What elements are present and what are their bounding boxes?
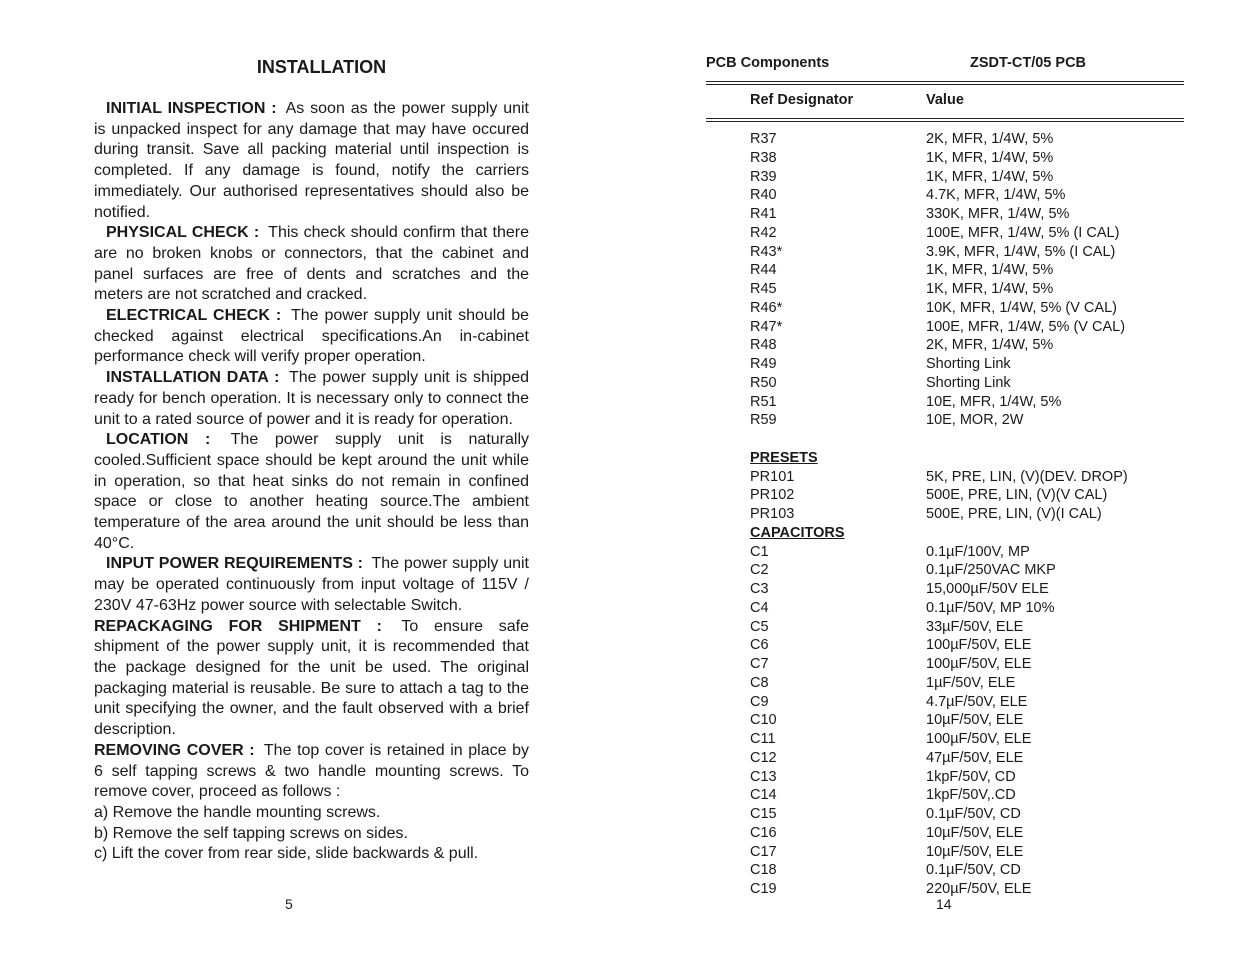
component-value: 10E, MFR, 1/4W, 5% xyxy=(926,393,1062,410)
section-paragraph xyxy=(94,741,529,803)
section-text: This check should confirm that there are no broken knobs or connectors, that the cabinet and panel surfaces are free of dents and scratches and the meters are not scratched and cracked. xyxy=(94,224,529,304)
ref-designator: C19 xyxy=(750,881,777,897)
component-value: 500E, PRE, LIN, (V)(I CAL) xyxy=(926,506,1102,522)
removal-steps xyxy=(94,803,529,865)
ref-designator: C8 xyxy=(750,674,769,691)
ref-designator: R50 xyxy=(750,374,777,391)
left-page xyxy=(94,56,529,865)
component-row xyxy=(750,374,1180,393)
component-row xyxy=(750,468,1180,487)
component-row xyxy=(750,355,1180,374)
component-row xyxy=(750,318,1180,337)
component-row xyxy=(750,618,1180,637)
section-paragraph xyxy=(94,617,529,741)
ref-designator: R49 xyxy=(750,356,777,372)
ref-designator: R38 xyxy=(750,149,777,166)
column-divider xyxy=(706,118,1184,122)
ref-designator: R45 xyxy=(750,281,777,297)
component-value: 0.1µF/50V, CD xyxy=(926,806,1021,822)
header-divider xyxy=(706,81,1184,85)
component-row xyxy=(750,599,1180,618)
component-value: 1kpF/50V,.CD xyxy=(926,787,1016,804)
page-title: INSTALLATION xyxy=(256,57,387,77)
ref-designator: PR102 xyxy=(750,487,795,504)
ref-designator: C4 xyxy=(750,599,769,616)
component-row xyxy=(750,205,1180,224)
ref-designator: R46* xyxy=(750,299,783,316)
component-row xyxy=(750,280,1180,299)
component-row xyxy=(750,543,1180,562)
component-row xyxy=(750,655,1180,674)
ref-designator: C10 xyxy=(750,712,777,729)
component-list xyxy=(750,130,1180,899)
section-text: The power supply unit is naturally cooled.Sufficient space should be kept around the unit while in operation, so that heat sinks do not remain in confined space or close to another heating source.The ambient temperature of the area around the unit should be less than 40°C. xyxy=(94,431,530,552)
component-row xyxy=(750,243,1180,262)
pcb-header xyxy=(706,55,1184,75)
component-value: 1kpF/50V, CD xyxy=(926,768,1016,785)
section-paragraph xyxy=(94,554,529,616)
section-text: The power supply unit may be operated continuously from input voltage of 115V / 230V 47-63Hz power source with selectable Switch. xyxy=(94,555,529,614)
ref-designator: C17 xyxy=(750,843,777,860)
component-value: 100µF/50V, ELE xyxy=(926,731,1032,747)
section-heading: ELECTRICAL CHECK : xyxy=(106,307,282,325)
component-row xyxy=(750,505,1180,524)
section-heading: INPUT POWER REQUIREMENTS : xyxy=(106,555,363,573)
presets-heading: PRESETS xyxy=(750,449,818,466)
ref-designator: C7 xyxy=(750,656,769,672)
section-heading: REMOVING COVER : xyxy=(94,741,255,759)
ref-designator: R37 xyxy=(750,131,777,147)
ref-designator: R48 xyxy=(750,337,777,354)
ref-designator: R40 xyxy=(750,187,777,204)
component-row xyxy=(750,299,1180,318)
component-value: 1K, MFR, 1/4W, 5% xyxy=(926,281,1054,297)
section-paragraph xyxy=(94,368,529,430)
section-paragraph xyxy=(94,430,529,554)
component-value: 1µF/50V, ELE xyxy=(926,674,1016,691)
pcb-header-board: ZSDT-CT/05 PCB xyxy=(970,55,1087,71)
component-value: 500E, PRE, LIN, (V)(V CAL) xyxy=(926,487,1108,504)
ref-designator: C1 xyxy=(750,543,769,560)
component-value: 10E, MOR, 2W xyxy=(926,412,1024,429)
component-value: 1K, MFR, 1/4W, 5% xyxy=(926,262,1054,279)
section-paragraph xyxy=(94,223,529,306)
component-value: Shorting Link xyxy=(926,374,1011,391)
section-text: To ensure safe shipment of the power supply unit, it is recommended that the package designed for the unit be used. The original packaging material is reusable. Be sure to attach a tag to the unit specifying the owner, and the fault observed with a brief description. xyxy=(94,617,529,739)
component-row xyxy=(750,824,1180,843)
ref-designator: PR101 xyxy=(750,468,795,485)
ref-designator: R51 xyxy=(750,393,777,410)
section-text: The top cover is retained in place by 6 self tapping screws & two handle mounting screws. To remove cover, proceed as follows : xyxy=(94,741,530,801)
ref-designator: C5 xyxy=(750,618,769,635)
component-row xyxy=(750,411,1180,430)
ref-designator: C16 xyxy=(750,824,777,841)
component-value: 15,000µF/50V ELE xyxy=(926,581,1049,597)
right-page-number: 14 xyxy=(936,896,952,912)
component-row xyxy=(750,730,1180,749)
component-row xyxy=(750,768,1180,787)
component-row xyxy=(750,861,1180,880)
component-value: 5K, PRE, LIN, (V)(DEV. DROP) xyxy=(926,468,1128,485)
capacitors-heading-row xyxy=(750,524,1180,543)
section-paragraph xyxy=(94,306,529,368)
ref-designator: R39 xyxy=(750,168,777,185)
ref-designator: R41 xyxy=(750,206,777,222)
component-row xyxy=(750,336,1180,355)
ref-designator: C18 xyxy=(750,862,777,879)
ref-designator: C13 xyxy=(750,768,777,785)
component-value: 100E, MFR, 1/4W, 5% (V CAL) xyxy=(926,318,1126,335)
ref-designator: R42 xyxy=(750,224,777,241)
component-row xyxy=(750,580,1180,599)
component-value: 4.7µF/50V, ELE xyxy=(926,693,1028,710)
ref-designator: C3 xyxy=(750,581,769,597)
section-text: The power supply unit should be checked against electrical specifications.An in-cabinet performance check will verify proper operation. xyxy=(94,307,529,366)
component-row xyxy=(750,843,1180,862)
right-page xyxy=(706,55,1184,897)
component-row xyxy=(750,674,1180,693)
ref-designator: C14 xyxy=(750,787,777,804)
component-row xyxy=(750,636,1180,655)
component-row xyxy=(750,261,1180,280)
component-value: 100µF/50V, ELE xyxy=(926,656,1032,672)
component-row xyxy=(750,561,1180,580)
installation-sections xyxy=(94,99,529,803)
ref-designator: PR103 xyxy=(750,506,795,522)
spacer xyxy=(750,430,1180,449)
component-value: 100E, MFR, 1/4W, 5% (I CAL) xyxy=(926,224,1120,241)
component-value: 220µF/50V, ELE xyxy=(926,881,1032,897)
component-row xyxy=(750,224,1180,243)
section-heading: REPACKAGING FOR SHIPMENT : xyxy=(94,617,382,635)
component-value: 10µF/50V, ELE xyxy=(926,843,1024,860)
col-ref-header: Ref Designator xyxy=(750,92,854,108)
ref-designator: R44 xyxy=(750,262,777,279)
component-value: 0.1µF/250VAC MKP xyxy=(926,562,1056,579)
component-value: 4.7K, MFR, 1/4W, 5% xyxy=(926,187,1066,204)
section-heading: INITIAL INSPECTION : xyxy=(106,100,277,117)
removal-step: b) Remove the self tapping screws on sides. xyxy=(94,824,408,842)
component-value: 2K, MFR, 1/4W, 5% xyxy=(926,131,1054,147)
component-row xyxy=(750,149,1180,168)
component-value: 0.1µF/50V, MP 10% xyxy=(926,599,1055,616)
ref-designator: R59 xyxy=(750,412,777,429)
ref-designator: C11 xyxy=(750,731,776,747)
removal-step: c) Lift the cover from rear side, slide backwards & pull. xyxy=(94,845,479,863)
component-value: 330K, MFR, 1/4W, 5% xyxy=(926,206,1070,222)
component-row xyxy=(750,693,1180,712)
component-row xyxy=(750,130,1180,149)
component-row xyxy=(750,805,1180,824)
component-value: 100µF/50V, ELE xyxy=(926,637,1032,654)
component-value: 10µF/50V, ELE xyxy=(926,712,1024,729)
ref-designator: R43* xyxy=(750,243,783,260)
component-value: 10µF/50V, ELE xyxy=(926,824,1024,841)
section-heading: LOCATION : xyxy=(106,431,211,449)
pcb-header-title: PCB Components xyxy=(706,55,830,71)
ref-designator: R47* xyxy=(750,318,783,335)
component-row xyxy=(750,486,1180,505)
ref-designator: C2 xyxy=(750,562,769,579)
left-page-number: 5 xyxy=(285,896,293,912)
component-value: 47µF/50V, ELE xyxy=(926,749,1024,766)
component-row xyxy=(750,711,1180,730)
section-text: The power supply unit is shipped ready for bench operation. It is necessary only to connect the unit to a rated source of power and it is ready for operation. xyxy=(94,369,530,428)
component-row xyxy=(750,186,1180,205)
section-text: As soon as the power supply unit is unpacked inspect for any damage that may have occured during transit. Save all packing material until inspection is completed. If any damage is found, notify the carriers immediately. Our authorised representatives should also be notified. xyxy=(94,100,530,221)
capacitors-heading: CAPACITORS xyxy=(750,524,845,541)
section-paragraph xyxy=(94,99,529,223)
component-value: 33µF/50V, ELE xyxy=(926,618,1024,635)
col-value-header: Value xyxy=(926,92,964,108)
component-value: 0.1µF/100V, MP xyxy=(926,543,1030,560)
component-value: 1K, MFR, 1/4W, 5% xyxy=(926,168,1054,185)
component-value: 0.1µF/50V, CD xyxy=(926,862,1021,879)
component-row xyxy=(750,168,1180,187)
ref-designator: C6 xyxy=(750,637,769,654)
component-row xyxy=(750,880,1180,899)
component-value: 3.9K, MFR, 1/4W, 5% (I CAL) xyxy=(926,243,1116,260)
removal-step: a) Remove the handle mounting screws. xyxy=(94,803,381,821)
section-heading: INSTALLATION DATA : xyxy=(106,369,280,387)
component-value: Shorting Link xyxy=(926,356,1011,372)
component-row xyxy=(750,749,1180,768)
component-value: 10K, MFR, 1/4W, 5% (V CAL) xyxy=(926,299,1117,316)
component-row xyxy=(750,393,1180,412)
ref-designator: C9 xyxy=(750,693,769,710)
ref-designator: C15 xyxy=(750,806,777,822)
ref-designator: C12 xyxy=(750,749,777,766)
section-heading: PHYSICAL CHECK : xyxy=(106,224,260,242)
presets-heading-row xyxy=(750,449,1180,468)
component-value: 2K, MFR, 1/4W, 5% xyxy=(926,337,1054,354)
component-value: 1K, MFR, 1/4W, 5% xyxy=(926,149,1054,166)
component-row xyxy=(750,786,1180,805)
